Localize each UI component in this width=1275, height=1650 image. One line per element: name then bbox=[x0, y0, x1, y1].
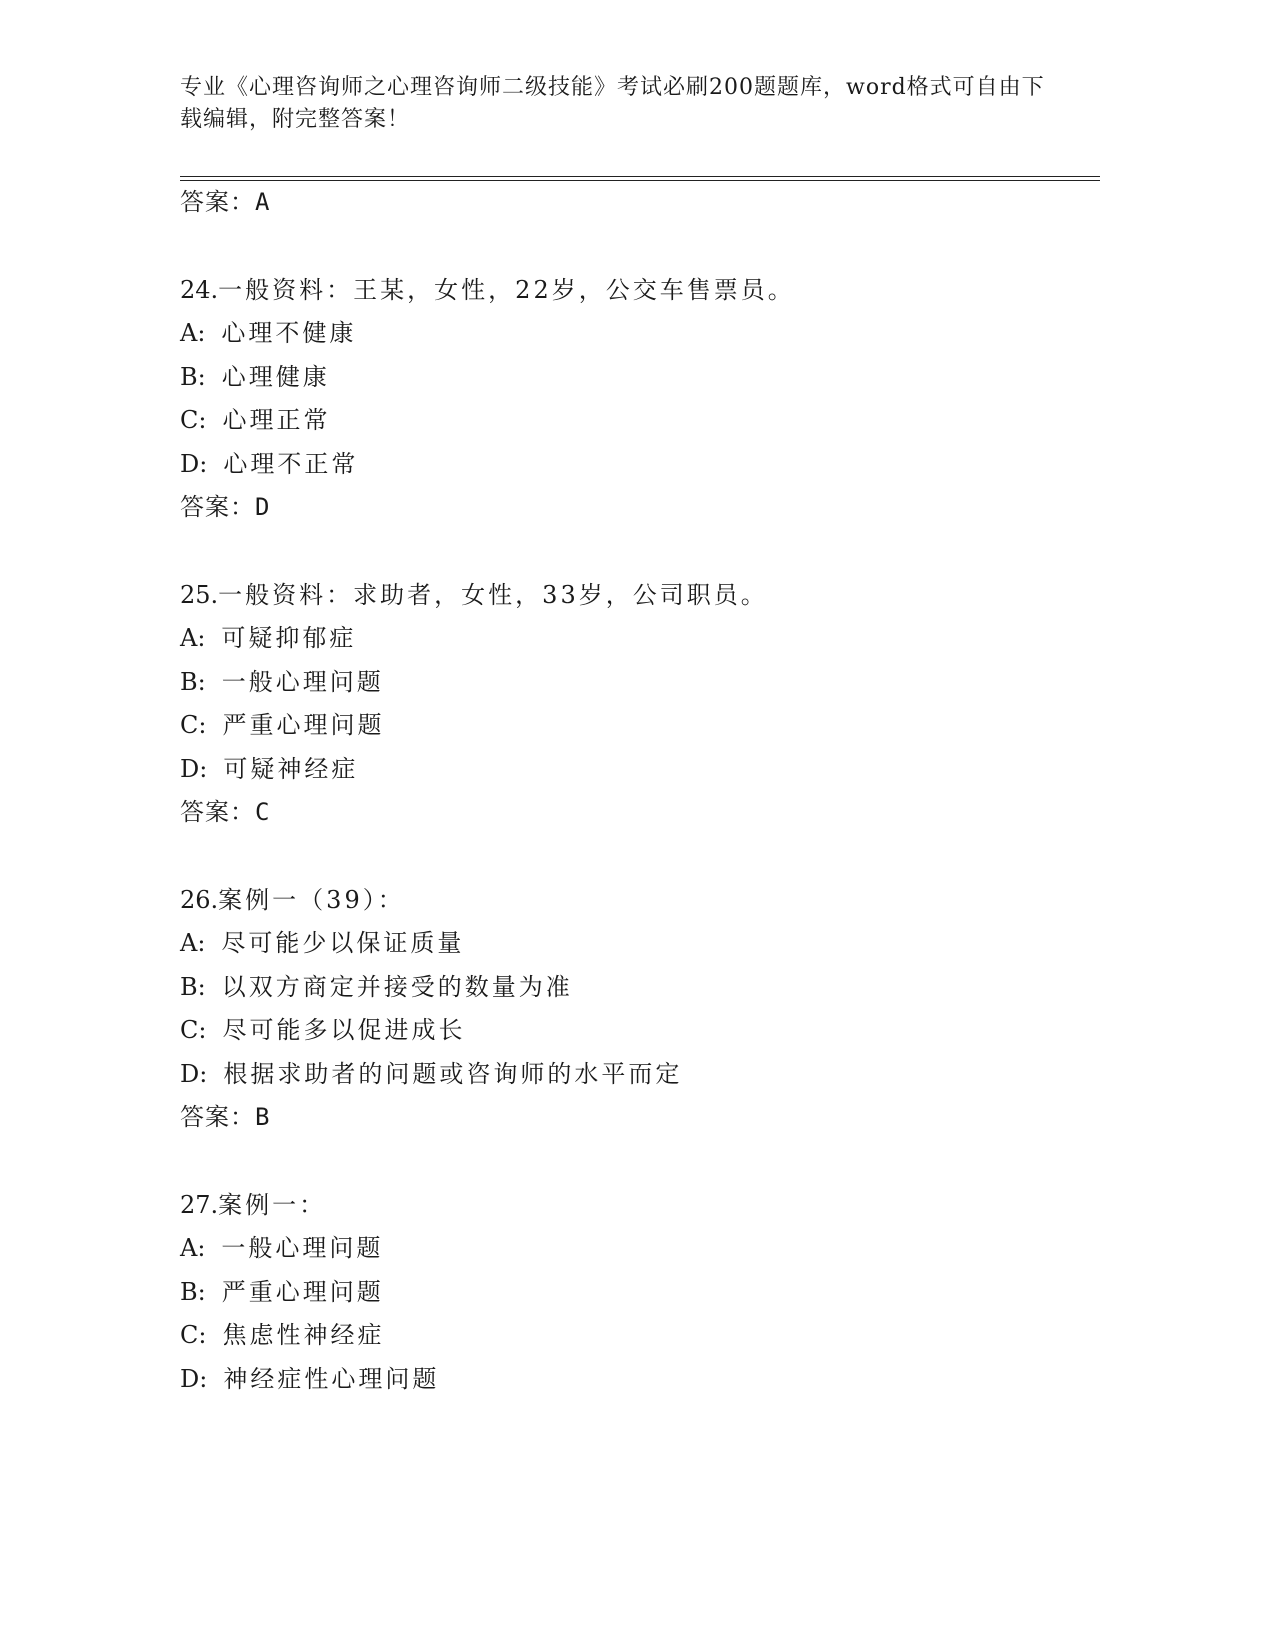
option-letter: B: bbox=[180, 363, 206, 391]
option-text: 心理健康 bbox=[221, 363, 330, 391]
answer-value: A bbox=[255, 188, 271, 216]
question-text: 案例一： bbox=[218, 1191, 327, 1219]
header-divider bbox=[180, 176, 1100, 181]
answer-value: D bbox=[255, 493, 271, 521]
answer-label: 答案： bbox=[180, 1103, 255, 1131]
option-text: 严重心理问题 bbox=[221, 1278, 384, 1306]
option-b bbox=[180, 667, 384, 697]
option-letter: C: bbox=[180, 1016, 207, 1044]
question-number: 27. bbox=[180, 1191, 219, 1219]
option-text: 一般心理问题 bbox=[221, 1234, 384, 1262]
option-d bbox=[180, 754, 358, 784]
option-letter: A: bbox=[180, 929, 206, 957]
answer-line bbox=[180, 797, 270, 827]
option-letter: D: bbox=[180, 450, 208, 478]
option-letter: C: bbox=[180, 406, 207, 434]
option-letter: D: bbox=[180, 755, 208, 783]
question-number: 25. bbox=[180, 581, 219, 609]
option-letter: B: bbox=[180, 1278, 206, 1306]
answer-value: B bbox=[255, 1103, 271, 1131]
question-text: 一般资料：求助者，女性，33岁，公司职员。 bbox=[218, 581, 768, 609]
option-text: 可疑神经症 bbox=[223, 755, 359, 783]
option-letter: B: bbox=[180, 668, 206, 696]
option-d bbox=[180, 1364, 439, 1394]
option-d bbox=[180, 449, 358, 479]
option-text: 尽可能少以保证质量 bbox=[221, 929, 465, 957]
option-letter: D: bbox=[180, 1365, 208, 1393]
option-text: 焦虑性神经症 bbox=[222, 1321, 385, 1349]
question-number: 24. bbox=[180, 276, 219, 304]
answer-label: 答案： bbox=[180, 493, 255, 521]
option-a bbox=[180, 623, 356, 653]
option-letter: C: bbox=[180, 1321, 207, 1349]
option-text: 尽可能多以促进成长 bbox=[222, 1016, 466, 1044]
option-text: 心理不正常 bbox=[223, 450, 359, 478]
option-text: 严重心理问题 bbox=[222, 711, 385, 739]
option-b bbox=[180, 972, 573, 1002]
answer-value: C bbox=[255, 798, 271, 826]
option-a bbox=[180, 318, 356, 348]
question-text: 一般资料：王某，女性，22岁，公交车售票员。 bbox=[218, 276, 795, 304]
option-c bbox=[180, 405, 330, 435]
option-b bbox=[180, 1277, 384, 1307]
question-text: 案例一（39）： bbox=[218, 886, 405, 914]
document-header-title: 专业《心理咨询师之心理咨询师二级技能》考试必刷200题题库，word格式可自由下载编辑，附完整答案！ bbox=[180, 75, 1045, 132]
option-text: 心理不健康 bbox=[221, 319, 357, 347]
answer-line bbox=[180, 187, 270, 217]
question-number: 26. bbox=[180, 886, 219, 914]
question-stem bbox=[180, 580, 768, 610]
question-stem bbox=[180, 1190, 326, 1220]
option-text: 一般心理问题 bbox=[221, 668, 384, 696]
option-letter: A: bbox=[180, 319, 206, 347]
option-text: 心理正常 bbox=[222, 406, 331, 434]
option-text: 可疑抑郁症 bbox=[221, 624, 357, 652]
option-a bbox=[180, 1233, 383, 1263]
option-text: 以双方商定并接受的数量为准 bbox=[221, 973, 573, 1001]
answer-line bbox=[180, 492, 270, 522]
answer-line bbox=[180, 1102, 270, 1132]
option-letter: B: bbox=[180, 973, 206, 1001]
question-stem bbox=[180, 275, 795, 305]
option-letter: C: bbox=[180, 711, 207, 739]
option-text: 根据求助者的问题或咨询师的水平而定 bbox=[223, 1060, 683, 1088]
option-b bbox=[180, 362, 330, 392]
option-a bbox=[180, 928, 464, 958]
option-letter: D: bbox=[180, 1060, 208, 1088]
option-c bbox=[180, 1320, 384, 1350]
answer-label: 答案： bbox=[180, 798, 255, 826]
option-letter: A: bbox=[180, 624, 206, 652]
option-text: 神经症性心理问题 bbox=[223, 1365, 440, 1393]
option-letter: A: bbox=[180, 1234, 206, 1262]
option-d bbox=[180, 1059, 682, 1089]
question-stem bbox=[180, 885, 405, 915]
option-c bbox=[180, 1015, 465, 1045]
answer-label: 答案： bbox=[180, 188, 255, 216]
option-c bbox=[180, 710, 384, 740]
